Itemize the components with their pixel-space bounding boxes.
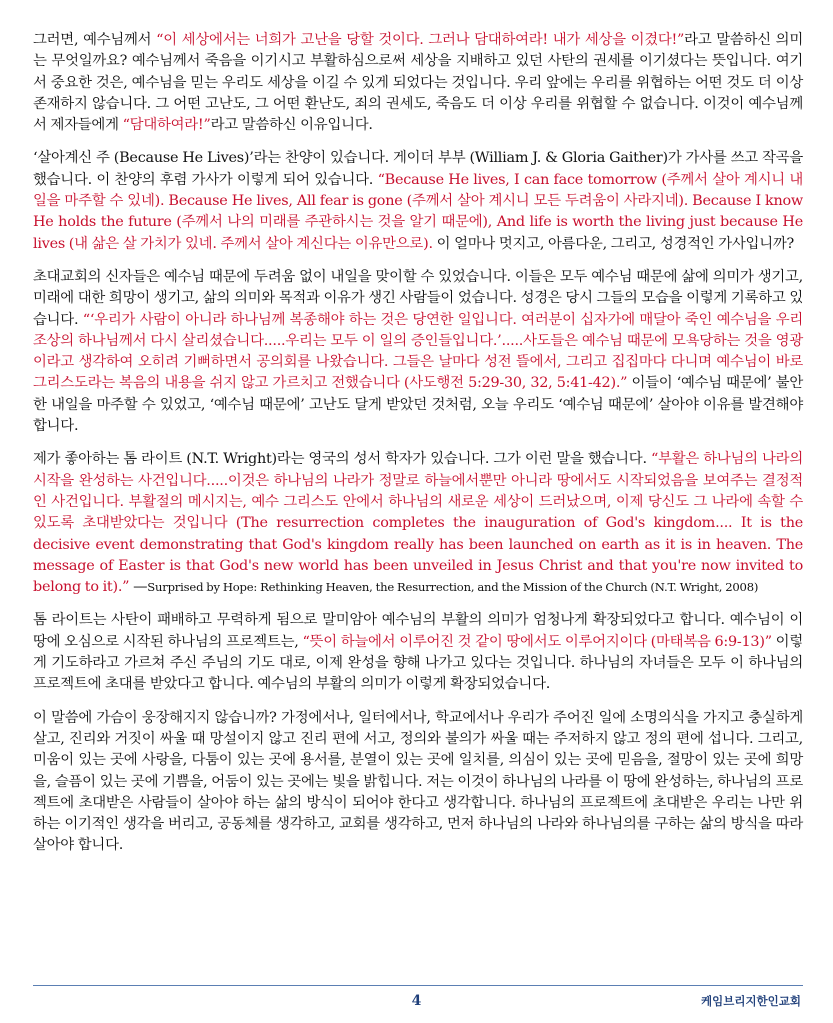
quote-text: “담대하여라!” bbox=[122, 117, 211, 134]
church-name: 케임브리지한인교회 bbox=[701, 994, 801, 1008]
paragraph bbox=[33, 708, 803, 857]
footer-divider bbox=[33, 985, 803, 986]
paragraph bbox=[33, 449, 803, 598]
body-text: 이 얼마나 멋지고, 아름다운, 그리고, 성경적인 가사입니까? bbox=[432, 235, 794, 252]
paragraph bbox=[33, 148, 803, 254]
body-text: 라고 말씀하신 의미는 무엇일까요? 예수님께서 죽음을 이기시고 부활하심으로써 세상을 지배하고 있던 사탄의 권세를 이기셨다는 뜻입니다. 여기서 중요한 것은, 예수님을 믿는 우리도 세상을 이길 수 있게 되었다는 것입니다. 우리 앞에는 우리를 위협하는 어떤 것도 더 이상 존재하지 않습니다. 그 어떤 고난도, 그 어떤 환난도, 죄의 권세도, 죽음도 더 이상 우리를 위협할 수 없습니다. 이것이 예수님께서 제자들에게 bbox=[33, 32, 803, 134]
body-text: 제가 좋아하는 톰 라이트 (N.T. Wright)라는 영국의 성서 학자가 있습니다. 그가 이런 말을 했습니다. bbox=[33, 451, 651, 468]
quote-text: “Because He lives, I can face tomorrow (주께서 살아 계시니 내일을 마주할 수 있네). Because He lives, All fear is gone (주께서 살아 계시니 모든 두려움이 사라지네). Because I know He holds the future (주께서 나의 미래를 주관하시는 것을 알기 때문에), And life is worth the living just because He lives (내 삶은 살 가치가 있네. 주께서 살아 계신다는 이유만으로). bbox=[33, 171, 803, 252]
citation-text: Surprised by Hope: Rethinking Heaven, the Resurrection, and the Mission of the Church (N.T. Wright, 2008) bbox=[147, 580, 759, 595]
body-text: 톰 라이트는 사탄이 패배하고 무력하게 됨으로 말미암아 예수님의 부활의 의미가 엄청나게 확장되었다고 합니다. 예수님이 이 땅에 오심으로 시작된 하나님의 프로젝트는, bbox=[33, 612, 803, 650]
article-body bbox=[33, 30, 803, 869]
paragraph bbox=[33, 30, 803, 136]
body-text: 라고 말씀하신 이유입니다. bbox=[210, 117, 373, 134]
paragraph bbox=[33, 267, 803, 437]
quote-text: “뜻이 하늘에서 이루어진 것 같이 땅에서도 이루어지이다 (마태복음 6:9-13)” bbox=[302, 633, 772, 650]
quote-text: “부활은 하나님의 나라의 시작을 완성하는 사건입니다.....이것은 하나님의 나라가 정말로 하늘에서뿐만 아니라 땅에서도 시작되었음을 보여주는 결정적인 사건입니다. 부활절의 메시지는, 예수 그리스도 안에서 하나님의 새로운 세상이 드러났으며, 이제 당신도 그 나라에 속할 수 있도록 초대받았다는 것입니다 (The resurrection completes the inauguration of God's kingdom.... It is the decisive event demonstrating that God's kingdom really has been launched on earth as it is in heaven. The message of Easter is that God's new world has been unveiled in Jesus Christ and that you're now invited to belong to it).” bbox=[33, 451, 803, 596]
body-text: 이 말씀에 가슴이 웅장해지지 않습니까? 가정에서나, 일터에서나, 학교에서나 우리가 주어진 일에 소명의식을 가지고 충실하게 살고, 진리와 거짓이 싸울 때 망설이지 않고 진리 편에 서고, 정의와 불의가 싸울 때는 주저하지 않고 정의 편에 섭니다. 그리고, 미움이 있는 곳에 사랑을, 다툼이 있는 곳에 용서를, 분열이 있는 곳에 일치를, 의심이 있는 곳에 믿음을, 절망이 있는 곳에 희망을, 슬픔이 있는 곳에 기쁨을, 어둠이 있는 곳에는 빛을 밝힙니다. 저는 이것이 하나님의 나라를 이 땅에 완성하는, 하나님의 프로젝트에 초대받은 사람들이 살아야 하는 삶의 방식이 되어야 한다고 생각합니다. 하나님의 프로젝트에 초대받은 우리는 나만 위하는 이기적인 생각을 버리고, 공동체를 생각하고, 교회를 생각하고, 먼저 하나님의 나라와 하나님의를 구하는 삶의 방식을 따라 살아야 합니다. bbox=[33, 709, 803, 854]
paragraph bbox=[33, 610, 803, 695]
body-text: 초대교회의 신자들은 예수님 때문에 두려움 없이 내일을 맞이할 수 있었습니다. 이들은 모두 예수님 때문에 삶에 의미가 생기고, 미래에 대한 희망이 생기고, 삶의 의미와 목적과 이유가 생긴 사람들이 었습니다. 성경은 당시 그들의 모습을 이렇게 기록하고 있습니다. bbox=[33, 268, 803, 328]
page-number: 4 bbox=[411, 993, 422, 1009]
body-text: 이렇게 기도하라고 가르쳐 주신 주님의 기도 대로, 이제 완성을 향해 나가고 있다는 것입니다. 하나님의 자녀들은 모두 이 하나님의 프로젝트에 초대를 받았다고 합니다. 예수님의 부활의 의미가 이렇게 확장되었습니다. bbox=[33, 633, 803, 693]
body-text: ‘살아계신 주 (Because He Lives)’라는 찬양이 있습니다. 게이더 부부 (William J. & Gloria Gaither)가 가사를 쓰고 작곡을 했습니다. 이 찬양의 후렴 가사가 이렇게 되어 있습니다. bbox=[33, 150, 803, 188]
quote-text: “이 세상에서는 너희가 고난을 당할 것이다. 그러나 담대하여라! 내가 세상을 이겼다!” bbox=[156, 32, 685, 48]
body-text: 이들이 ‘예수님 때문에’ 불안한 내일을 마주할 수 있었고, ‘예수님 때문에’ 고난도 달게 받았던 것처럼, 오늘 우리도 ‘예수님 때문에’ 살아야 이유를 발견해야 합니다. bbox=[33, 375, 803, 435]
body-text: — bbox=[129, 579, 148, 596]
body-text: 그러면, 예수님께서 bbox=[33, 32, 157, 48]
quote-text: “‘우리가 사람이 아니라 하나님께 복종해야 하는 것은 당연한 일입니다. 여러분이 십자가에 매달아 죽인 예수님을 우리 조상의 하나님께서 다시 살리셨습니다.....우리는 모두 이 일의 증인들입니다.’.....사도들은 예수님 때문에 모욕당하는 것을 영광이라고 생각하여 오히려 기뻐하면서 공의회를 나왔습니다. 그들은 날마다 성전 뜰에서, 그리고 집집마다 다니며 예수님이 바로 그리스도라는 복음의 내용을 쉬지 않고 가르치고 전했습니다 (사도행전 5:29-30, 32, 5:41-42).” bbox=[33, 311, 803, 392]
